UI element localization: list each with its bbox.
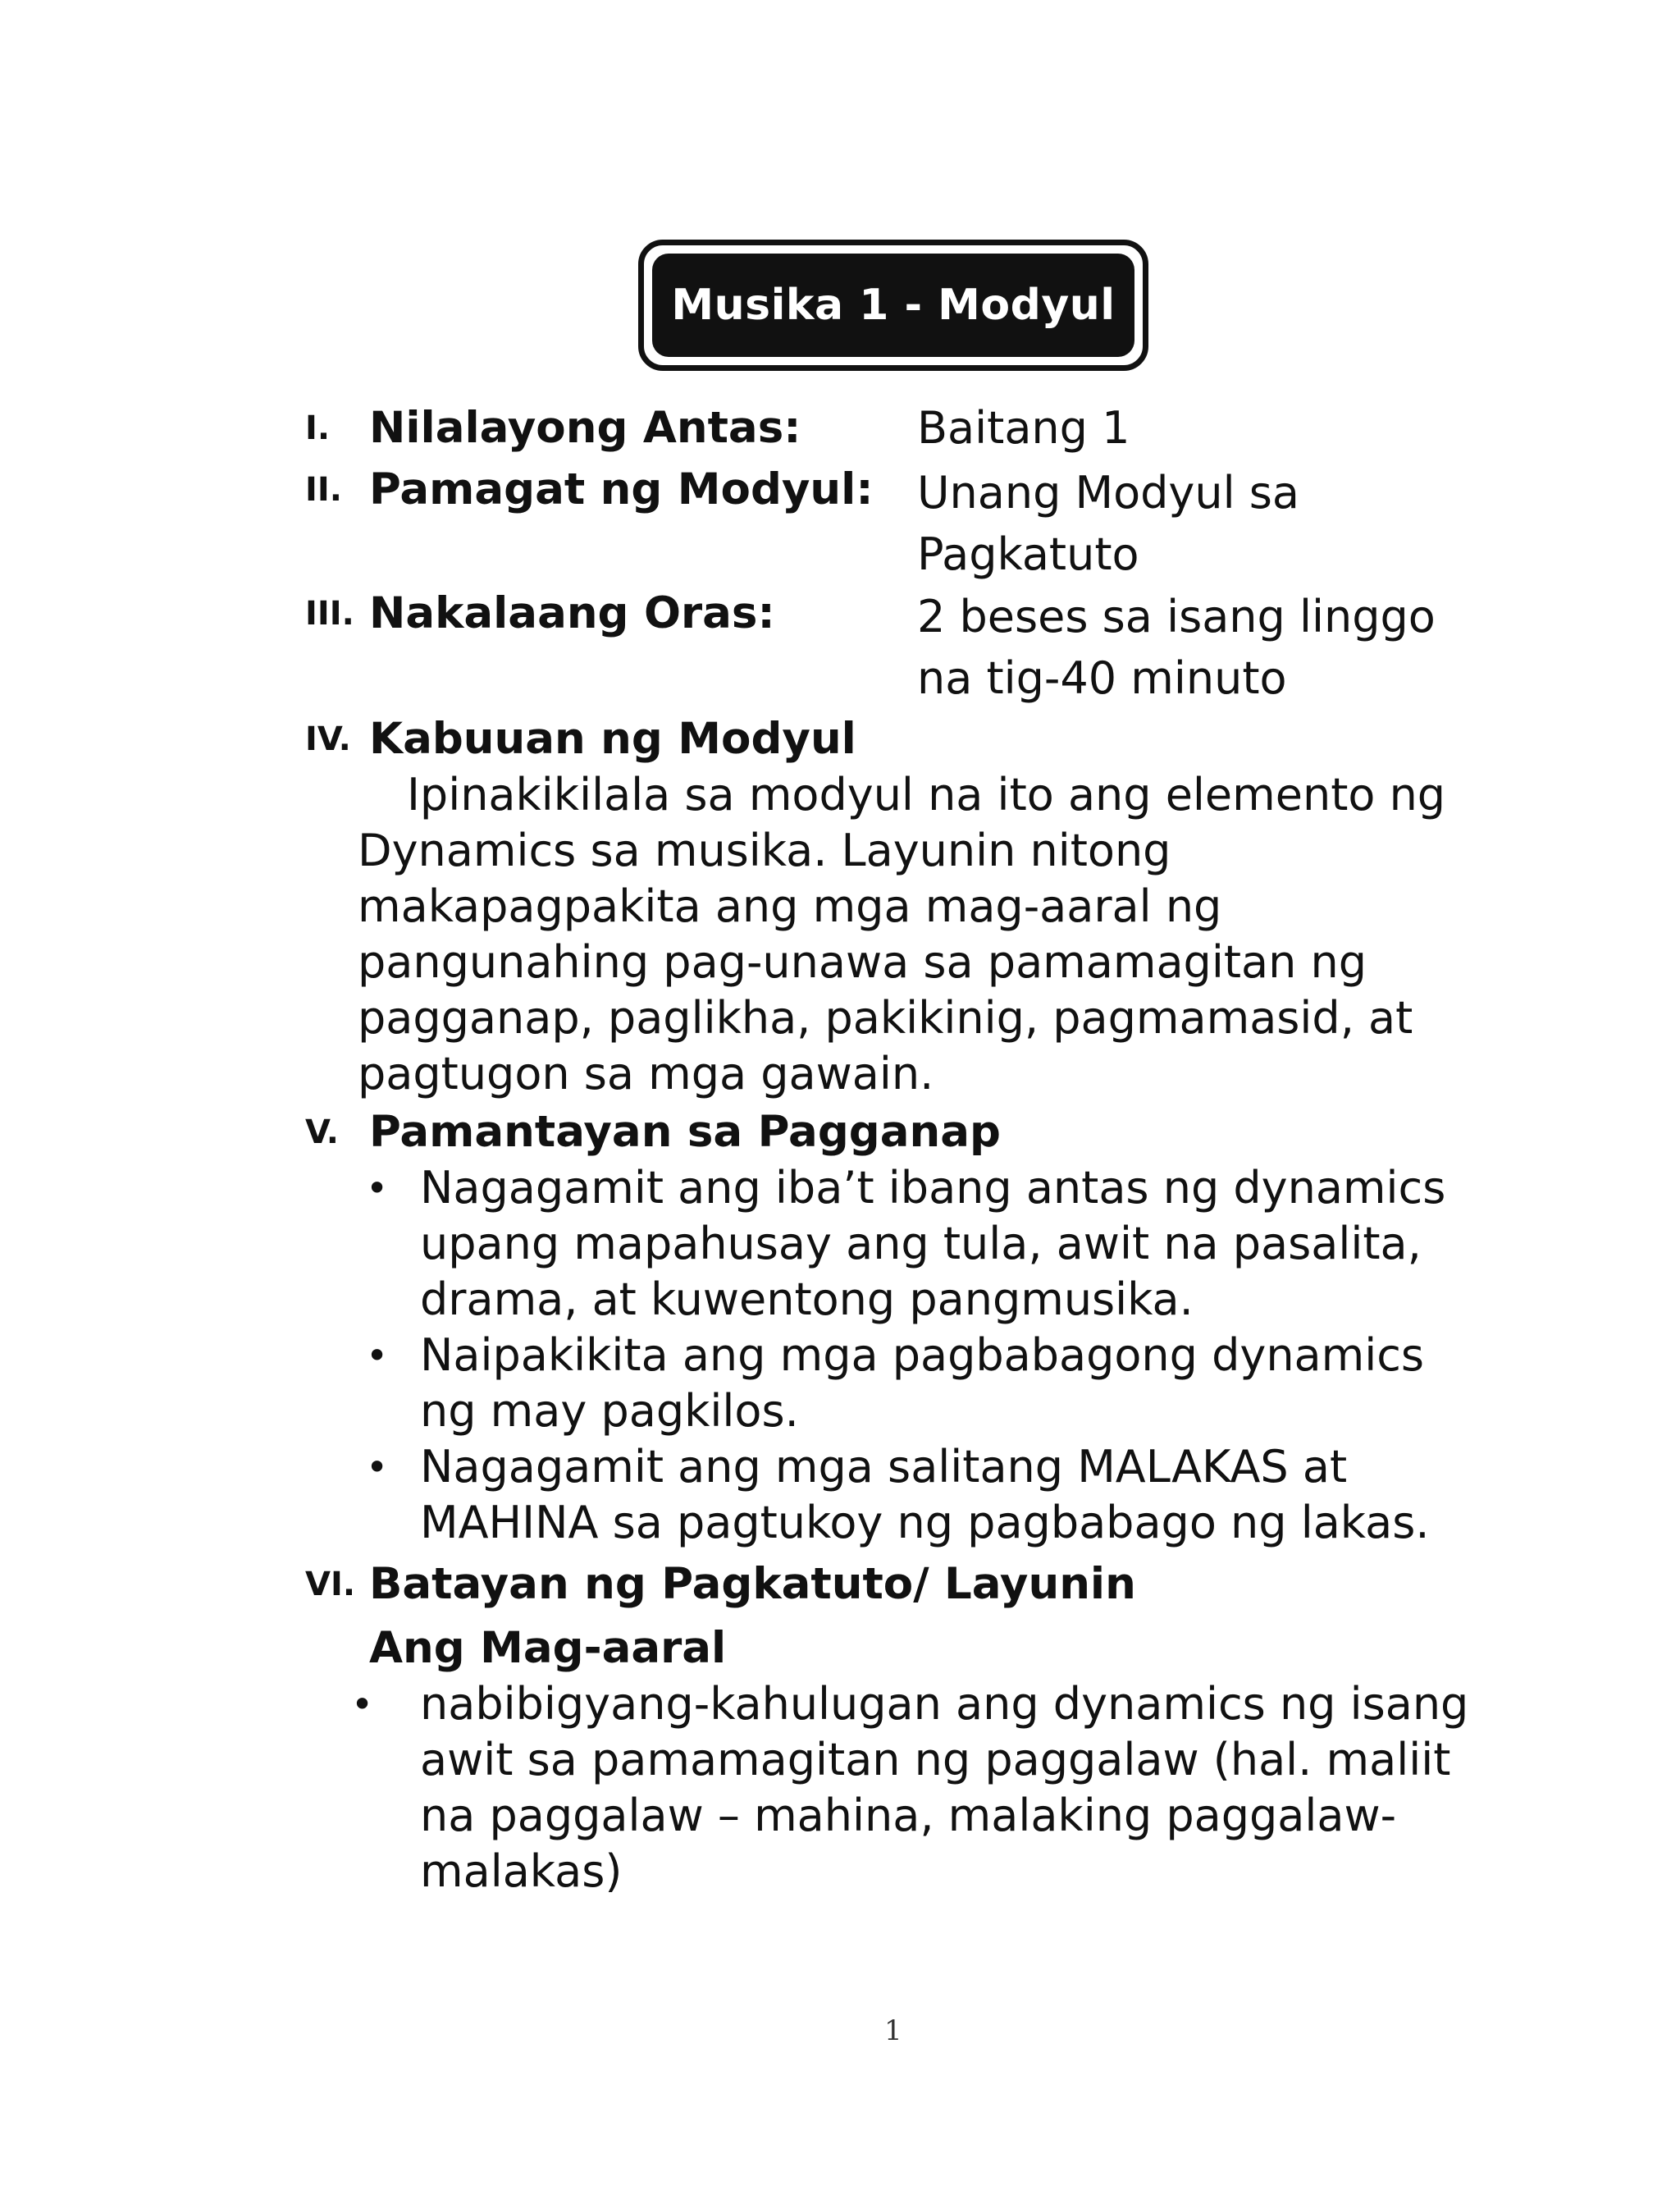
section-5-bullet-2 bbox=[420, 1328, 1424, 1439]
section-2-value bbox=[917, 462, 1299, 585]
section-3-value-line: 2 beses sa isang linggo bbox=[917, 591, 1436, 642]
paragraph-line: pagganap, paglikha, pakikinig, pagmamasid, at bbox=[358, 992, 1413, 1044]
section-6-sublabel: Ang Mag-aaral bbox=[369, 1623, 727, 1673]
section-6-label: Batayan ng Pagkatuto/ Layunin bbox=[369, 1559, 1136, 1609]
module-title: Musika 1 - Modyul bbox=[671, 281, 1116, 330]
section-4-number: IV. bbox=[305, 720, 351, 758]
bullet-marker: • bbox=[366, 1166, 389, 1210]
bullet-marker: • bbox=[351, 1682, 374, 1726]
section-3-number: III. bbox=[305, 595, 354, 633]
bullet-line: upang mapahusay ang tula, awit na pasalita, bbox=[420, 1218, 1422, 1269]
section-6-number: VI. bbox=[305, 1566, 356, 1603]
bullet-line: Naipakikita ang mga pagbabagong dynamics bbox=[420, 1329, 1425, 1381]
module-title-inner bbox=[652, 254, 1134, 357]
paragraph-line: makapagpakita ang mga mag-aaral ng bbox=[358, 880, 1222, 932]
section-5-bullet-1 bbox=[420, 1160, 1445, 1328]
section-4-label: Kabuuan ng Modyul bbox=[369, 714, 856, 764]
module-title-box bbox=[638, 240, 1148, 371]
section-2-number: II. bbox=[305, 471, 342, 509]
paragraph-line: Dynamics sa musika. Layunin nitong bbox=[358, 825, 1171, 876]
bullet-line: na paggalaw – mahina, malaking paggalaw- bbox=[420, 1790, 1397, 1841]
section-1-number: I. bbox=[305, 409, 331, 447]
section-2-label: Pamagat ng Modyul: bbox=[369, 464, 874, 514]
bullet-line: nabibigyang-kahulugan ang dynamics ng isang bbox=[420, 1678, 1469, 1730]
section-4-paragraph bbox=[358, 767, 1445, 1102]
bullet-line: ng may pagkilos. bbox=[420, 1385, 799, 1437]
bullet-line: Nagagamit ang mga salitang MALAKAS at bbox=[420, 1441, 1348, 1493]
paragraph-line: pangunahing pag-unawa sa pamamagitan ng bbox=[358, 936, 1367, 988]
section-1-value bbox=[917, 400, 1130, 456]
section-2-value-line: Pagkatuto bbox=[917, 528, 1139, 580]
section-5-bullet-3 bbox=[420, 1439, 1430, 1551]
section-3-value-line: na tig-40 minuto bbox=[917, 652, 1287, 704]
section-5-number: V. bbox=[305, 1113, 339, 1151]
section-3-value bbox=[917, 586, 1436, 709]
section-1-label: Nilalayong Antas: bbox=[369, 403, 801, 453]
paragraph-line: pagtugon sa mga gawain. bbox=[358, 1048, 934, 1100]
bullet-marker: • bbox=[366, 1333, 389, 1378]
paragraph-line: Ipinakikilala sa modyul na ito ang elemento ng bbox=[407, 769, 1446, 821]
bullet-line: drama, at kuwentong pangmusika. bbox=[420, 1273, 1194, 1325]
section-6-bullet-1 bbox=[420, 1676, 1468, 1900]
bullet-line: MAHINA sa pagtukoy ng pagbabago ng lakas. bbox=[420, 1497, 1430, 1548]
bullet-line: malakas) bbox=[420, 1845, 623, 1897]
section-3-label: Nakalaang Oras: bbox=[369, 588, 775, 638]
section-5-label: Pamantayan sa Pagganap bbox=[369, 1107, 1001, 1157]
bullet-line: awit sa pamamagitan ng paggalaw (hal. maliit bbox=[420, 1734, 1451, 1785]
bullet-line: Nagagamit ang iba’t ibang antas ng dynamics bbox=[420, 1162, 1446, 1214]
bullet-marker: • bbox=[366, 1445, 389, 1489]
section-2-value-line: Unang Modyul sa bbox=[917, 467, 1299, 519]
page-number: 1 bbox=[884, 2014, 902, 2047]
section-1-value-line: Baitang 1 bbox=[917, 402, 1130, 454]
